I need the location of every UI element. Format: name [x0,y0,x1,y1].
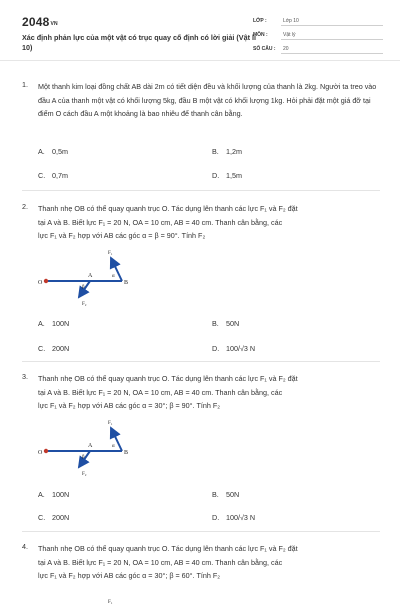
force-2-label: F₂ [82,472,87,477]
alpha-label: α [112,274,115,279]
beta-label: β [82,285,85,290]
option-b[interactable]: B. 1,2m [212,147,242,156]
meta-lop: LỚP : Lớp 10 [253,16,383,26]
lever-figure [38,592,148,610]
question-text: Thanh nhẹ OB có thể quay quanh trục O. Tác dụng lên thanh các lực F₁ và F₂ đặt tại A và B. Biết lực F₁ = 20 N, OA = 10 cm, AB = 40 cm. Thanh cân bằng, các lực F₁ và F₂ hợp với AB các góc α = β = 90°. Tính F₂ [38,204,298,240]
document-title: Xác định phản lực của một vật có trục quay cố định có lời giải (Vật lí 10) [22,33,256,52]
point-o-label: O [38,450,43,456]
option-b[interactable]: B. 50N [212,319,240,328]
site-logo[interactable]: 2048VN [22,15,58,29]
question-3: 3. Thanh nhẹ OB có thể quay quanh trục O. Tác dụng lên thanh các lực F₁ và F₂ đặt tại A và B. Biết lực F₁ = 20 N, OA = 10 cm, AB = 40 cm. Thanh cân bằng, các lực F₁ và F₂ hợp với AB các góc α = 30°; β = 90°. Tính F₂ O A B F₁ F₂ α β A. 100N B. 50N C. 200N D. 100/√3 N [22,372,380,532]
question-2: 2. Thanh nhẹ OB có thể quay quanh trục O. Tác dụng lên thanh các lực F₁ và F₂ đặt tại A và B. Biết lực F₁ = 20 N, OA = 10 cm, AB = 40 cm. Thanh cân bằng, các lực F₁ và F₂ hợp với AB các góc α = β = 90°. Tính F₂ O A B F₁ F₂ α β A. 100N B. 50N C. 200N D. 100/√3 N [22,202,380,362]
beta-label: β [82,455,85,460]
point-a-label: A [88,273,93,279]
question-text: Một thanh kim loại đồng chất AB dài 2m có tiết diện đều và khối lượng của thanh là 2kg. Người ta treo vào đầu A của thanh một vật có khối lượng 5kg, đầu B một vật có khối lượng 1kg. Hỏi phải đặt một giá đỡ tại điểm O cách đầu A một khoảng là bao nhiêu để thanh cân bằng. [38,82,377,118]
option-c[interactable]: C. 0,7m [38,171,68,180]
option-c[interactable]: C. 200N [38,344,70,353]
option-a[interactable]: A. 100N [38,490,70,499]
question-text: Thanh nhẹ OB có thể quay quanh trục O. Tác dụng lên thanh các lực F₁ và F₂ đặt tại A và B. Biết lực F₁ = 20 N, OA = 10 cm, AB = 40 cm. Thanh cân bằng, các lực F₁ và F₂ hợp với AB các góc α = 30°; β = 60°. Tính F₂ [38,544,298,580]
document-header [0,0,400,61]
question-text: Thanh nhẹ OB có thể quay quanh trục O. Tác dụng lên thanh các lực F₁ và F₂ đặt tại A và B. Biết lực F₁ = 20 N, OA = 10 cm, AB = 40 cm. Thanh cân bằng, các lực F₁ và F₂ hợp với AB các góc α = 30°; β = 90°. Tính F₂ [38,374,298,410]
option-a[interactable]: A. 0,5m [38,147,68,156]
divider [22,361,380,362]
force-1-label: F₁ [108,421,113,426]
option-d[interactable]: D. 1,5m [212,171,242,180]
option-d[interactable]: D. 100/√3 N [212,513,256,522]
divider [22,190,380,191]
divider [22,531,380,532]
question-4: 4. Thanh nhẹ OB có thể quay quanh trục O. Tác dụng lên thanh các lực F₁ và F₂ đặt tại A và B. Biết lực F₁ = 20 N, OA = 10 cm, AB = 40 cm. Thanh cân bằng, các lực F₁ và F₂ hợp với AB các góc α = 30°; β = 60°. Tính F₂ F₁ [22,542,380,600]
point-b-label: B [124,450,129,456]
alpha-label: α [112,444,115,449]
point-a-label: A [88,443,93,449]
lever-figure [38,418,148,481]
option-d[interactable]: D. 100/√3 N [212,344,256,353]
option-b[interactable]: B. 50N [212,490,240,499]
meta-mon: MÔN : Vật lý [253,30,383,40]
force-1-label: F₁ [108,600,113,605]
force-2-label: F₂ [82,302,87,307]
option-c[interactable]: C. 200N [38,513,70,522]
meta-so-cau: SỐ CÂU : 20 [253,44,383,54]
force-1-label: F₁ [108,251,113,256]
question-1: 1. Một thanh kim loại đồng chất AB dài 2m có tiết diện đều và khối lượng của thanh là 2kg. Người ta treo vào đầu A của thanh một vật có khối lượng 5kg, đầu B một vật có khối lượng 1kg. Hỏi phải đặt một giá đỡ tại điểm O cách đầu A một khoảng là bao nhiêu để thanh cân bằng. A. 0,5m B. 1,2m C. 0,7m D. 1,5m [22,80,380,192]
point-b-label: B [124,280,129,286]
option-a[interactable]: A. 100N [38,319,70,328]
lever-figure [38,248,148,311]
point-o-label: O [38,280,43,286]
